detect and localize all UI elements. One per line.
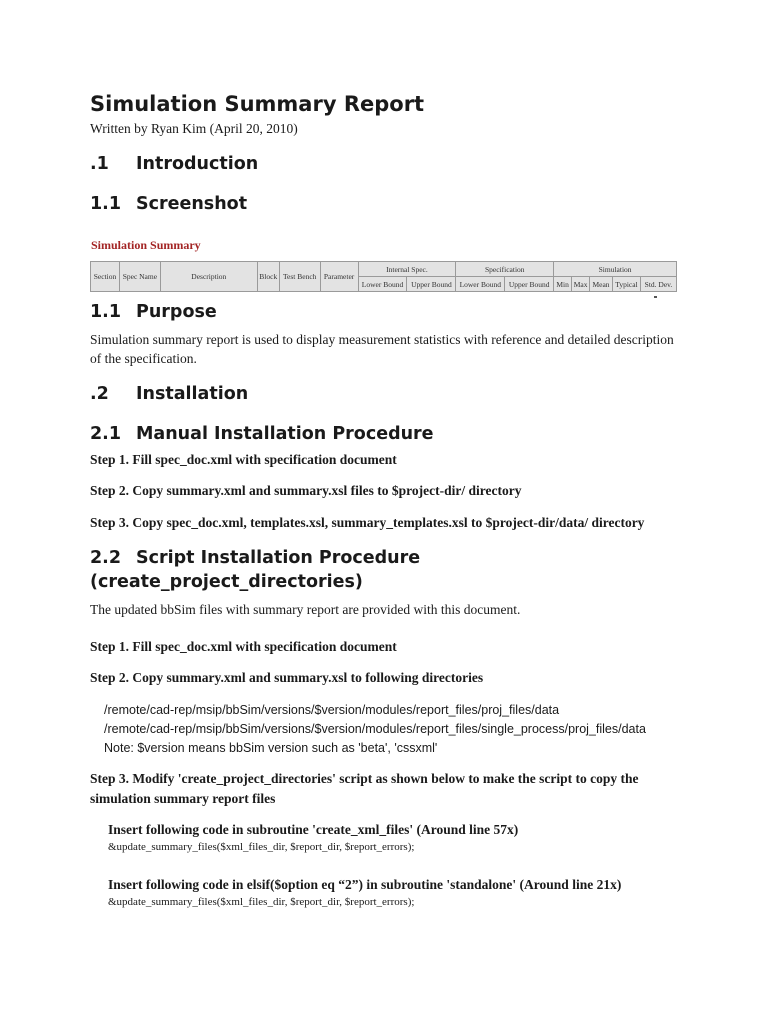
code-line-1: &update_summary_files($xml_files_dir, $report_dir, $report_errors); [108, 841, 415, 853]
manual-step-3: Step 3. Copy spec_doc.xml, templates.xsl, summary_templates.xsl to $project-dir/data/ directory [90, 515, 645, 530]
col-description: Description [160, 262, 257, 292]
screenshot-title: Simulation Summary [91, 238, 201, 252]
heading-introduction [90, 154, 258, 174]
col-typical: Typical [613, 277, 641, 292]
col-parameter: Parameter [320, 262, 358, 292]
script-step-1: Step 1. Fill spec_doc.xml with specification document [90, 639, 397, 654]
heading-number: .1 [90, 154, 109, 174]
heading-screenshot [90, 194, 247, 214]
heading-number: 1.1 [90, 194, 122, 214]
byline: Written by Ryan Kim (April 20, 2010) [90, 121, 298, 136]
col-internal-upper-bound: Upper Bound [407, 277, 456, 292]
col-simulation: Simulation [554, 262, 677, 277]
heading-script-installation [90, 548, 420, 568]
heading-installation [90, 384, 248, 404]
col-internal-spec: Internal Spec. [358, 262, 456, 277]
summary-table-screenshot [90, 261, 677, 292]
script-step-2: Step 2. Copy summary.xml and summary.xsl to following directories [90, 670, 484, 685]
heading-script-installation-subtitle: (create_project_directories) [90, 572, 363, 592]
heading-text: Manual Installation Procedure [136, 424, 434, 444]
code-line-2: &update_summary_files($xml_files_dir, $report_dir, $report_errors); [108, 896, 415, 908]
col-internal-lower-bound: Lower Bound [358, 277, 407, 292]
heading-number: 1.1 [90, 302, 122, 322]
version-note: Note: $version means bbSim version such as 'beta', 'cssxml' [104, 741, 438, 755]
script-step-3-continued: simulation summary report files [90, 791, 276, 806]
table-edge-mark [654, 296, 657, 298]
heading-text: Script Installation Procedure [136, 548, 421, 568]
col-max: Max [572, 277, 590, 292]
col-test-bench: Test Bench [279, 262, 320, 292]
script-intro-paragraph: The updated bbSim files with summary report are provided with this document. [90, 602, 521, 617]
heading-manual-installation [90, 424, 434, 444]
heading-purpose [90, 302, 217, 322]
col-std-dev: Std. Dev. [640, 277, 676, 292]
purpose-paragraph: Simulation summary report is used to display measurement statistics with reference and detailed description of the specification. [90, 332, 674, 366]
col-specification: Specification [456, 262, 554, 277]
heading-number: .2 [90, 384, 109, 404]
col-min: Min [554, 277, 572, 292]
page-title: Simulation Summary Report [90, 92, 425, 116]
heading-number: 2.1 [90, 424, 122, 444]
directory-path: /remote/cad-rep/msip/bbSim/versions/$version/modules/report_files/proj_files/data [104, 703, 560, 717]
insert-instruction-2: Insert following code in elsif($option eq “2”) in subroutine 'standalone' (Around line 21x) [108, 877, 622, 892]
script-step-3: Step 3. Modify 'create_project_directories' script as shown below to make the script to copy the [90, 771, 639, 786]
col-section: Section [91, 262, 120, 292]
col-spec-lower-bound: Lower Bound [456, 277, 505, 292]
heading-number: 2.2 [90, 548, 122, 568]
manual-step-2: Step 2. Copy summary.xml and summary.xsl files to $project-dir/ directory [90, 483, 522, 498]
col-spec-upper-bound: Upper Bound [505, 277, 554, 292]
col-block: Block [257, 262, 279, 292]
col-mean: Mean [590, 277, 613, 292]
heading-text: Screenshot [136, 194, 248, 214]
directory-path: /remote/cad-rep/msip/bbSim/versions/$version/modules/report_files/single_process/proj_files/data [104, 722, 646, 736]
heading-text: Purpose [136, 302, 217, 322]
insert-instruction-1: Insert following code in subroutine 'create_xml_files' (Around line 57x) [108, 822, 519, 837]
heading-text: Installation [136, 384, 249, 404]
manual-step-1: Step 1. Fill spec_doc.xml with specification document [90, 452, 397, 467]
col-spec-name: Spec Name [119, 262, 160, 292]
heading-text: Introduction [136, 154, 259, 174]
